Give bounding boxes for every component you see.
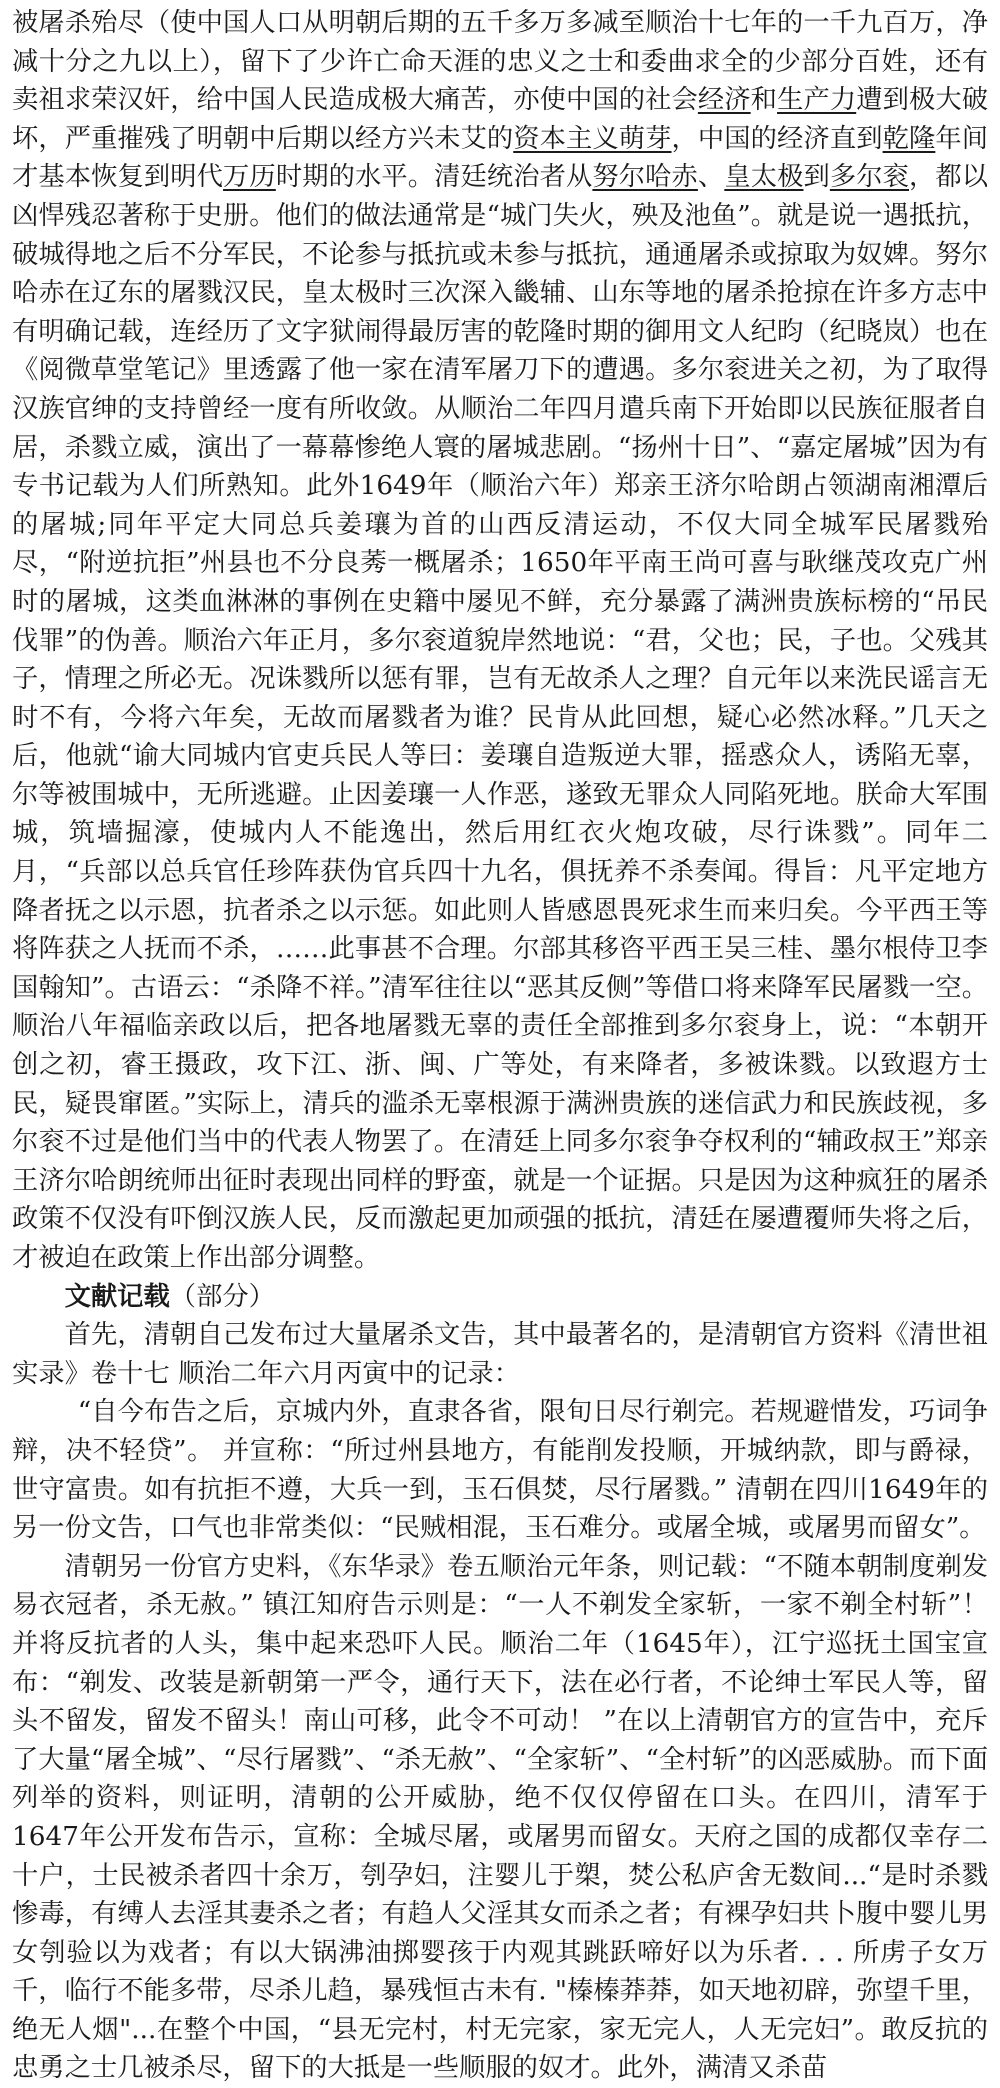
- text-run: ，都以凶悍残忍著称于史册。他们的做法通常是“城门失火，殃及池鱼”。就是说一遇抵抗，破城得地之后不分军民，不论参与抵抗或未参与抵抗，通通屠杀或掠取为奴婢。努尔哈赤在辽东的屠戮汉民，皇太极时三次深入畿辅、山东等地的屠杀抢掠在许多方志中有明确记载，连经历了文字狱闹得最厉害的乾隆时期的御用文人纪昀（纪晓岚）也在《阅微草堂笔记》里透露了他一家在清军屠刀下的遭遇。多尔衮进关之初，为了取得汉族官绅的支持曾经一度有所收敛。从顺治二年四月遣兵南下开始即以民族征服者自居，杀戮立威，演出了一幕幕惨绝人寰的屠城悲剧。“扬州十日”、“嘉定屠城”因为有专书记载为人们所熟知。此外1649年（顺治六年）郑亲王济尔哈朗占领湖南湘潭后的屠城;同年平定大同总兵姜瓖为首的山西反清运动，不仅大同全城军民屠戮殆尽，“附逆抗拒”州县也不分良莠一概屠杀；1650年平南王尚可喜与耿继茂攻克广州时的屠城，这类血淋淋的事例在史籍中屡见不鲜，充分暴露了满洲贵族标榜的“吊民伐罪”的伪善。顺治六年正月，多尔衮道貌岸然地说：“君，父也；民，子也。父残其子，情理之所必无。况诛戮所以惩有罪，岂有无故杀人之理？自元年以来洗民谣言无时不有，今将六年矣，无故而屠戮者为谁？民肯从此回想，疑心必然冰释。”几天之后，他就“谕大同城内官吏兵民人等曰：姜瓖自造叛逆大罪，摇惑众人，诱陷无辜，尔等被围城中，无所逃避。止因姜瓖一人作恶，遂致无罪众人同陷死地。朕命大军围城，筑墙掘濠，使城内人不能逸出，然后用红衣火炮攻破，尽行诛戮”。同年二月，“兵部以总兵官任珍阵获伪官兵四十九名，俱抚养不杀奏闻。得旨：凡平定地方降者抚之以示恩，抗者杀之以示惩。如此则人皆感恩畏死求生而来归矣。今平西王等将阵获之人抚而不杀，……此事甚不合理。尔部其移咨平西王吴三桂、墨尔根侍卫李国翰知”。古语云：“杀降不祥。”清军往往以“恶其反侧”等借口将来降军民屠戮一空。顺治八年福临亲政以后，把各地屠戮无辜的责任全部推到多尔衮身上，说：“本朝开创之初，睿王摄政，攻下江、浙、闽、广等处，有来降者，多被诛戮。以致遐方士民，疑畏窜匿。”实际上，清兵的滥杀无辜根源于满洲贵族的迷信武力和民族歧视，多尔衮不过是他们当中的代表人物罢了。在清廷上同多尔衮争夺权利的“辅政叔王”郑亲王济尔哈朗统师出征时表现出同样的野蛮，就是一个证据。只是因为这种疯狂的屠杀政策不仅没有吓倒汉族人民，反而激起更加顽强的抵抗，清廷在屡遭覆师失将之后，才被迫在政策上作出部分调整。: [12, 162, 989, 1273]
- link-dorgon[interactable]: 多尔衮: [829, 162, 910, 193]
- section-heading-suffix: （部分）: [169, 1281, 275, 1312]
- paragraph-massacre-overview: [12, 4, 988, 1278]
- text-run: 被屠杀殆尽（使中国人口从明朝后期的五千多万多减至顺治十七年的一千九百万，净减十分之九以上），留下了少许亡命天涯的忠义之士和委曲求全的少部分百姓，还有卖祖求荣汉奸，给中国人民造成极大痛苦，亦使中国的社会: [12, 8, 988, 116]
- link-huangtaiji[interactable]: 皇太极: [724, 162, 804, 193]
- section-heading-bold: 文献记载: [64, 1280, 170, 1312]
- link-economy[interactable]: 经济: [697, 85, 751, 116]
- link-capitalism-sprouts[interactable]: 资本主义萌芽: [513, 123, 672, 154]
- link-wanli[interactable]: 万历: [223, 162, 276, 193]
- document-page: [12, 4, 988, 2088]
- text-run: 、: [697, 162, 725, 193]
- paragraph-queue-order-quote: “自今布告之后，京城内外，直隶各省，限旬日尽行剃完。若规避惜发，巧词争辩，决不轻贷”。 并宣称：“所过州县地方，有能削发投顺，开城纳款，即与爵禄，世守富贵。如有抗拒不遵，大兵一到，玉石俱焚，尽行屠戮。” 清朝在四川1649年的另一份文告，口气也非常类似：“民贼相混，玉石难分。或屠全城，或屠男而留女”。: [12, 1397, 988, 1544]
- section-heading: [12, 1278, 988, 1317]
- text-run: 年间才基本恢复到明代: [12, 123, 989, 193]
- link-productivity[interactable]: 生产力: [777, 85, 857, 116]
- link-nurhaci[interactable]: 努尔哈赤: [592, 162, 698, 193]
- text-run: ，中国的经济直到: [671, 123, 883, 154]
- paragraph-donghualu-records: 清朝另一份官方史料，《东华录》卷五顺治元年条，则记载：“不随本朝制度剃发易衣冠者，杀无赦。” 镇江知府告示则是：“一人不剃发全家斩，一家不剃全村斩”！ 并将反抗者的人头，集中起来恐吓人民。顺治二年（1645年），江宁巡抚土国宝宣布：“剃发、改装是新朝第一严令，通行天下，法在必行者，不论绅士军民人等，留头不留发，留发不留头！南山可移，此令不可动！ ”在以上清朝官方的宣告中，充斥了大量“屠全城”、“尽行屠戮”、“杀无赦”、“全家斩”、“全村斩”的凶恶威胁。而下面列举的资料，则证明，清朝的公开威胁，绝不仅仅停留在口头。在四川，清军于1647年公开发布告示，宣称：全城尽屠，或屠男而留女。天府之国的成都仅幸存二十户，士民被杀者四十余万，刳孕妇，注婴儿于槊，焚公私庐舍无数间...“是时杀戮惨毒，有缚人去淫其妻杀之者；有趋人父淫其女而杀之者；有裸孕妇共卜腹中婴儿男女刳验以为戏者；有以大锅沸油掷婴孩于内观其跳跃啼好以为乐者. . . 所虏子女万千，临行不能多带，尽杀儿趋，暴残恒古未有. "榛榛莽莽，如天地初辟，弥望千里，绝无人烟"...在整个中国，“县无完村，村无完家，家无完人，人无完妇”。敢反抗的忠勇之士几被杀尽，留下的大抵是一些顺服的奴才。此外，满清又杀苗: [12, 1551, 988, 2084]
- text-run: 时期的水平。清廷统治者从: [275, 162, 593, 193]
- text-run: 和: [750, 85, 778, 116]
- text-run: 到: [803, 162, 830, 193]
- link-qianlong[interactable]: 乾隆: [882, 123, 936, 154]
- paragraph-official-decrees: 首先，清朝自己发布过大量屠杀文告，其中最著名的，是清朝官方资料《清世祖实录》卷十七 顺治二年六月丙寅中的记录：: [12, 1320, 988, 1389]
- text-run: 遭到极大破坏，严重摧残了明朝中后期以经方兴未艾的: [12, 85, 989, 154]
